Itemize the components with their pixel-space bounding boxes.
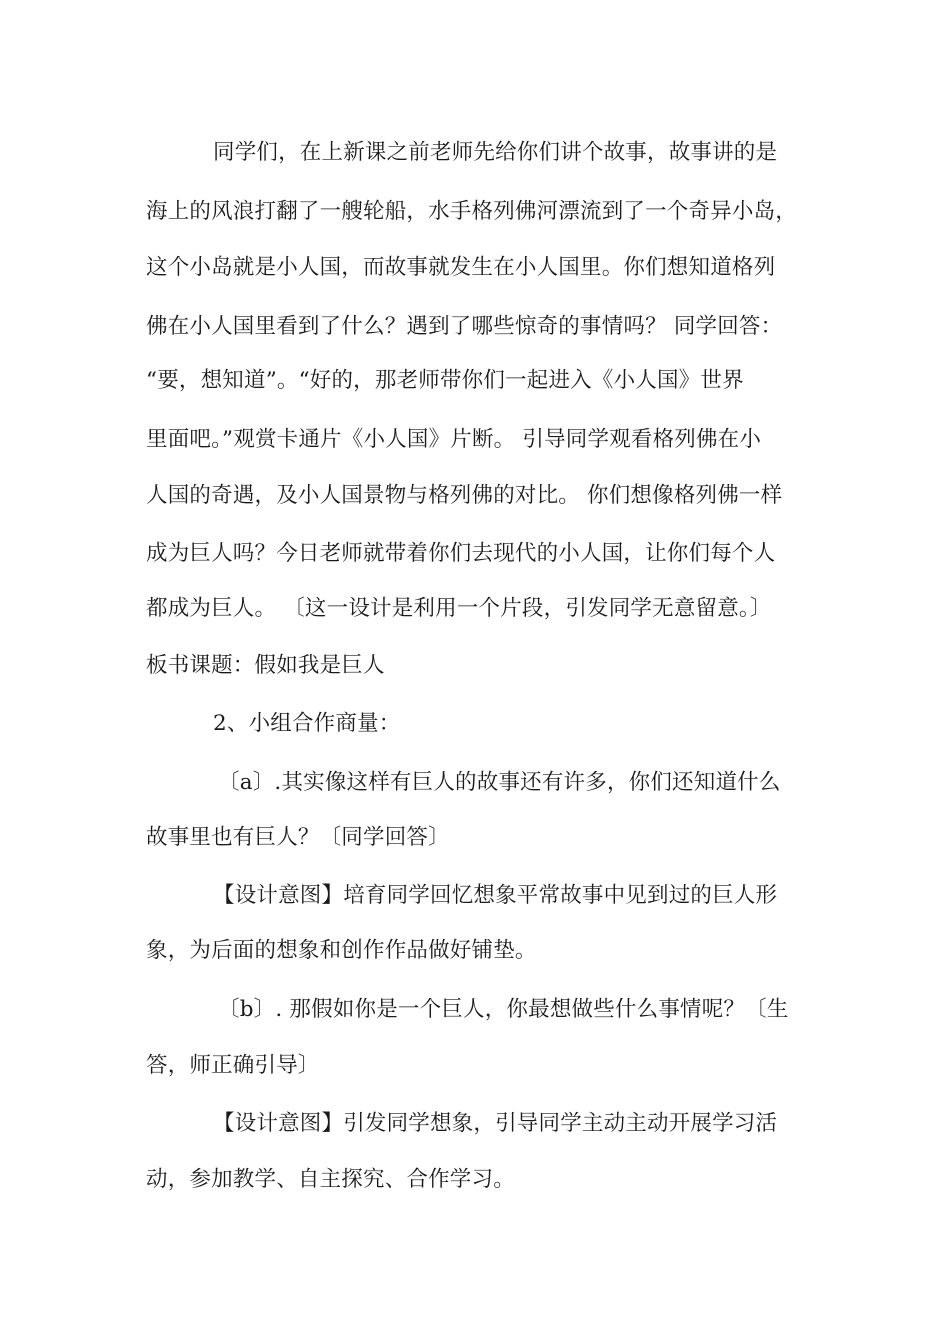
paragraph-line: 都成为巨人。 〔这一设计是利用一个片段，引发同学无意留意。〕 (146, 596, 772, 621)
design-intent-line: 【设计意图】培育同学回忆想象平常故事中见到过的巨人形 (213, 883, 778, 908)
paragraph-line: “要，想知道”。“好的，那老师带你们一起进入《小人国》世界 (146, 368, 744, 393)
paragraph-line: 同学们，在上新课之前老师先给你们讲个故事，故事讲的是 (213, 140, 778, 165)
paragraph-line: 佛在小人国里看到了什么？遇到了哪些惊奇的事情吗？ 同学回答： (146, 314, 783, 339)
paragraph-line: 成为巨人吗？今日老师就带着你们去现代的小人国，让你们每个人 (146, 541, 776, 566)
heading-line: 板书课题：假如我是巨人 (146, 653, 385, 678)
paragraph-line: 海上的风浪打翻了一艘轮船，水手格列佛河漂流到了一个奇异小岛， (146, 199, 798, 224)
paragraph-line: 人国的奇遇，及小人国景物与格列佛的对比。 你们想像格列佛一样 (146, 483, 783, 508)
paragraph-line: 这个小岛就是小人国，而故事就发生在小人国里。你们想知道格列 (146, 255, 776, 280)
paragraph-line: 动，参加教学、自主探究、合作学习。 (146, 1167, 515, 1192)
paragraph-line: 〔a〕.其实像这样有巨人的故事还有许多，你们还知道什么 (218, 770, 781, 795)
paragraph-line: 故事里也有巨人？〔同学回答〕 (146, 825, 450, 850)
paragraph-line: 里面吧。”观赏卡通片《小人国》片断。 引导同学观看格列佛在小 (146, 427, 762, 452)
design-intent-line: 【设计意图】引发同学想象，引导同学主动主动开展学习活 (213, 1111, 778, 1136)
paragraph-line: 〔b〕. 那假如你是一个巨人，你最想做些什么事情呢？〔生 (218, 997, 789, 1022)
paragraph-line: 象，为后面的想象和创作作品做好铺垫。 (146, 938, 537, 963)
section-heading: 2、小组合作商量： (213, 711, 401, 736)
paragraph-line: 答，师正确引导〕 (146, 1053, 320, 1078)
